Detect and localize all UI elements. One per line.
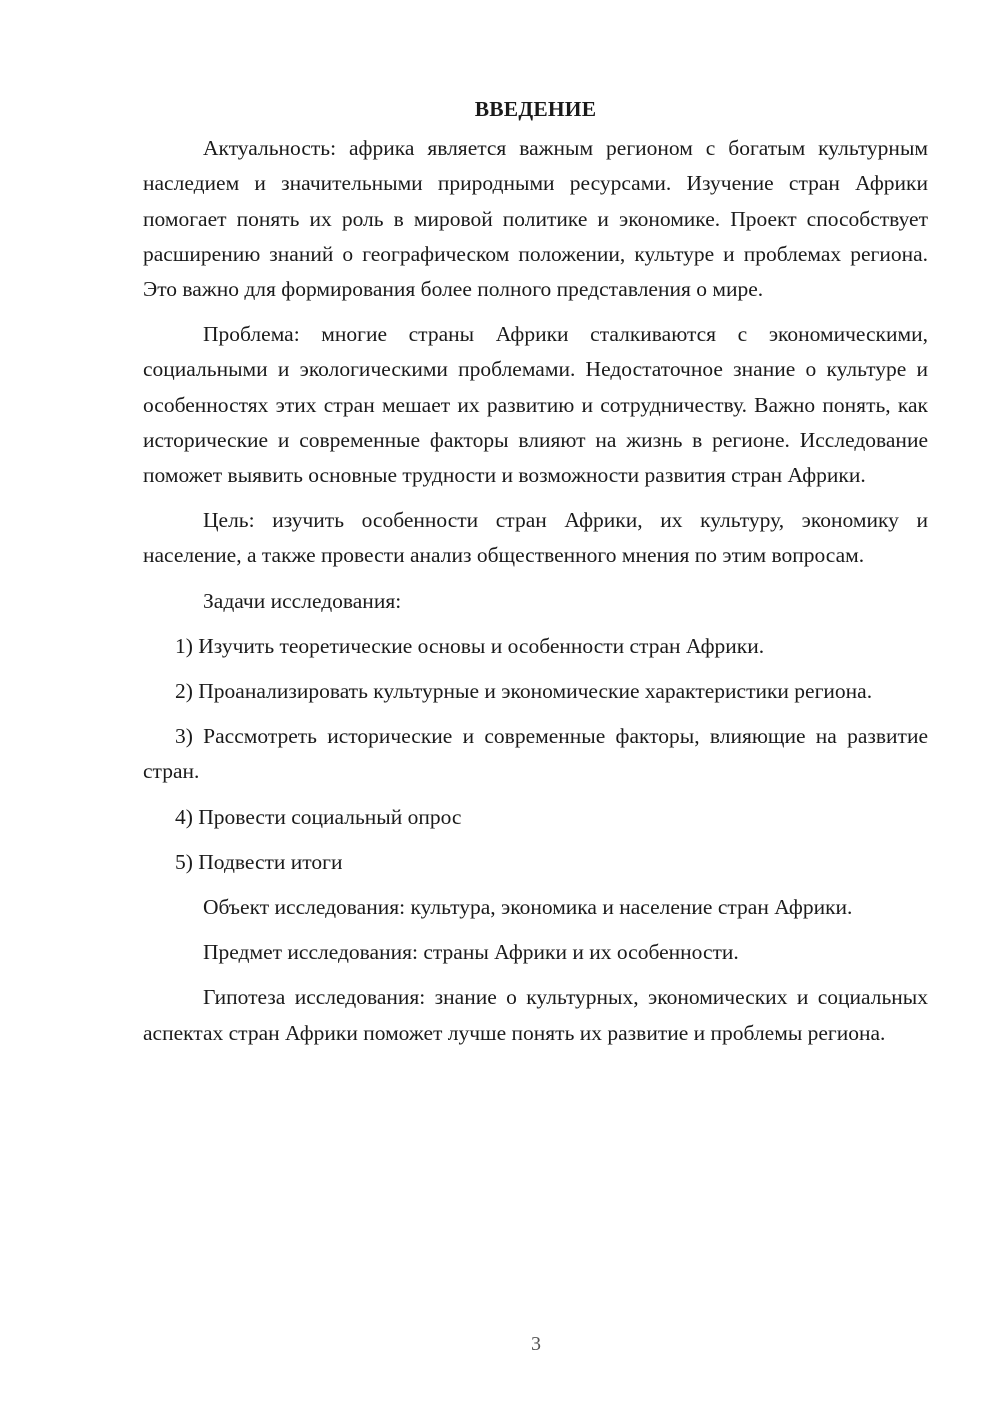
paragraph-problem: Проблема: многие страны Африки сталкиваются с экономическими, социальными и экологическими проблемами. Недостаточное знание о культуре и особенностях этих стран мешает их развитию и сотрудничеству. Важно понять, как исторические и современные факторы влияют на жизнь в регионе. Исследование поможет выявить основные трудности и возможности развития стран Африки. (143, 322, 928, 488)
page-content (143, 92, 928, 1061)
page-number: 3 (531, 1333, 541, 1355)
task-list (143, 629, 928, 880)
paragraph-goal: Цель: изучить особенности стран Африки, их культуру, экономику и население, а также провести анализ общественного мнения по этим вопросам. (143, 508, 928, 568)
paragraph-relevance: Актуальность: африка является важным регионом с богатым культурным наследием и значительными природными ресурсами. Изучение стран Африки помогает понять их роль в мировой политике и экономике. Проект способствует расширению знаний о географическом положении, культуре и проблемах региона. Это важно для формирования более полного представления о мире. (143, 136, 928, 302)
task-item-2: 2) Проанализировать культурные и экономические характеристики региона. (175, 679, 873, 704)
task-item-4: 4) Провести социальный опрос (175, 804, 462, 829)
paragraph-tasks-heading: Задачи исследования: (203, 588, 402, 613)
paragraph-subject: Предмет исследования: страны Африки и их особенности. (203, 940, 739, 965)
task-item-1: 1) Изучить теоретические основы и особенности стран Африки. (175, 633, 765, 658)
task-item-5: 5) Подвести итоги (175, 849, 343, 874)
paragraph-hypothesis: Гипотеза исследования: знание о культурных, экономических и социальных аспектах стран Африки поможет лучше понять их развитие и проблемы региона. (143, 985, 928, 1045)
paragraph-object: Объект исследования: культура, экономика и население стран Африки. (203, 895, 853, 920)
section-title: ВВЕДЕНИЕ (474, 97, 597, 121)
task-item-3: 3) Рассмотреть исторические и современные факторы, влияющие на развитие стран. (143, 724, 928, 784)
